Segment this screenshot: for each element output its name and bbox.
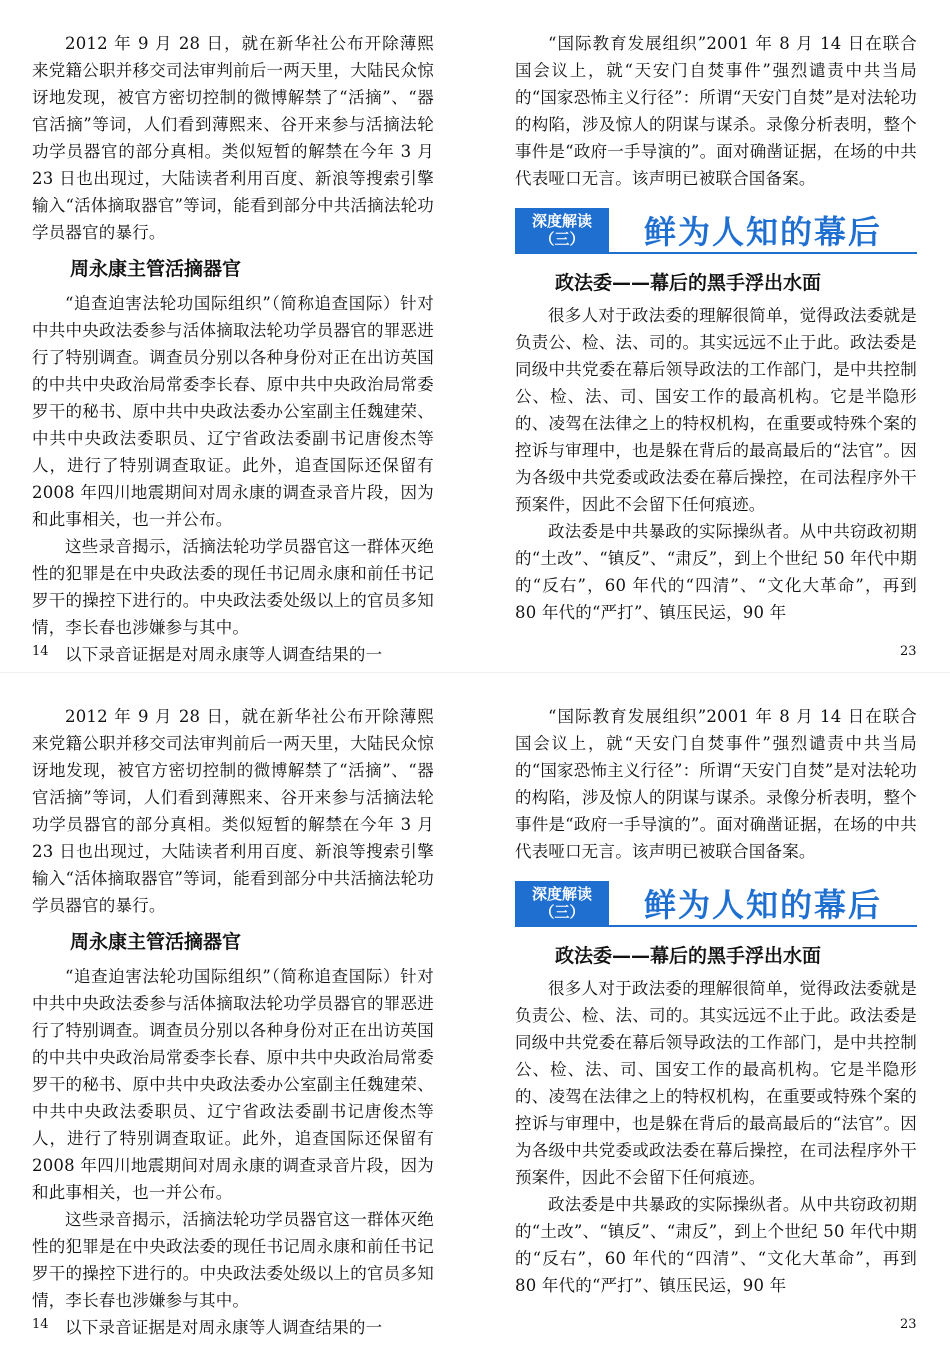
- left-section-heading: 周永康主管活摘器官: [70, 258, 242, 280]
- right-column: [515, 30, 917, 626]
- banner-tag-line2: （三）: [539, 230, 585, 248]
- banner-tag-line1: 深度解读: [531, 885, 592, 903]
- left-paragraph-2: “追查迫害法轮功国际组织”（简称追查国际）针对中共中央政法委参与活体摘取法轮功学员器官的罪恶进行了特别调查。调查员分别以各种身份对正在出访英国的中共中央政治局常委李长春、原中共中央政治局常委罗干的秘书、原中共中央政法委办公室副主任魏建荣、中共中央政法委职员、辽宁省政法委副书记唐俊杰等人，进行了特别调查取证。此外，追查国际还保留有 2008 年四川地震期间对周永康的调查录音片段，因为和此事相关，也一并公布。: [32, 967, 434, 1202]
- left-column: [32, 703, 434, 1341]
- right-paragraph-1: “国际教育发展组织”2001 年 8 月 14 日在联合国会议上，就“天安门自焚事件”强烈谴责中共当局的“国家恐怖主义行径”：所谓“天安门自焚”是对法轮功的构陷，涉及惊人的阴谋与谋杀。录像分析表明，整个事件是“政府一手导演的”。面对确凿证据，在场的中共代表哑口无言。该声明已被联合国备案。: [515, 707, 917, 861]
- banner-tag: [515, 881, 609, 925]
- page-spread-top: [0, 0, 950, 672]
- page-number-right: 23: [900, 644, 917, 659]
- right-paragraph-3: 政法委是中共暴政的实际操纵者。从中共窃政初期的“土改”、“镇反”、“肃反”，到上个世纪 50 年代中期的“反右”，60 年代的“四清”、“文化大革命”，再到 80 年代的“严打”、镇压民运，90 年: [515, 522, 917, 622]
- right-section-heading: 政法委——幕后的黑手浮出水面: [555, 945, 822, 967]
- banner-tag: [515, 208, 609, 252]
- right-paragraph-1: “国际教育发展组织”2001 年 8 月 14 日在联合国会议上，就“天安门自焚事件”强烈谴责中共当局的“国家恐怖主义行径”：所谓“天安门自焚”是对法轮功的构陷，涉及惊人的阴谋与谋杀。录像分析表明，整个事件是“政府一手导演的”。面对确凿证据，在场的中共代表哑口无言。该声明已被联合国备案。: [515, 34, 917, 188]
- right-paragraph-2: 很多人对于政法委的理解很简单，觉得政法委就是负责公、检、法、司的。其实远远不止于此。政法委是同级中共党委在幕后领导政法的工作部门，是中共控制公、检、法、司、国安工作的最高机构。它是半隐形的、凌驾在法律之上的特权机构，在重要或特殊个案的控诉与审理中，也是躲在背后的最高最后的“法官”。因为各级中共党委或政法委在幕后操控，在司法程序外干预案件，因此不会留下任何痕迹。: [515, 306, 917, 514]
- right-paragraph-3: 政法委是中共暴政的实际操纵者。从中共窃政初期的“土改”、“镇反”、“肃反”，到上个世纪 50 年代中期的“反右”，60 年代的“四清”、“文化大革命”，再到 80 年代的“严打”、镇压民运，90 年: [515, 1195, 917, 1295]
- left-section-heading: 周永康主管活摘器官: [70, 931, 242, 953]
- left-paragraph-1: 2012 年 9 月 28 日，就在新华社公布开除薄熙来党籍公职并移交司法审判前后一两天里，大陆民众惊讶地发现，被官方密切控制的微博解禁了“活摘”、“器官活摘”等词，人们看到薄熙来、谷开来参与活摘法轮功学员器官的部分真相。类似短暂的解禁在今年 3 月 23 日也出现过，大陆读者利用百度、新浪等搜索引擎输入“活体摘取器官”等词，能看到部分中共活摘法轮功学员器官的暴行。: [32, 34, 434, 242]
- section-banner: [515, 208, 917, 254]
- right-paragraph-2: 很多人对于政法委的理解很简单，觉得政法委就是负责公、检、法、司的。其实远远不止于此。政法委是同级中共党委在幕后领导政法的工作部门，是中共控制公、检、法、司、国安工作的最高机构。它是半隐形的、凌驾在法律之上的特权机构，在重要或特殊个案的控诉与审理中，也是躲在背后的最高最后的“法官”。因为各级中共党委或政法委在幕后操控，在司法程序外干预案件，因此不会留下任何痕迹。: [515, 979, 917, 1187]
- left-paragraph-3: 这些录音揭示，活摘法轮功学员器官这一群体灭绝性的犯罪是在中央政法委的现任书记周永康和前任书记罗干的操控下进行的。中央政法委处级以上的官员多知情，李长春也涉嫌参与其中。: [32, 537, 434, 637]
- page-number-left: 14: [32, 1317, 49, 1332]
- banner-tag-line2: （三）: [539, 903, 585, 921]
- right-section-heading: 政法委——幕后的黑手浮出水面: [555, 272, 822, 294]
- page-number-right: 23: [900, 1317, 917, 1332]
- left-paragraph-3: 这些录音揭示，活摘法轮功学员器官这一群体灭绝性的犯罪是在中央政法委的现任书记周永康和前任书记罗干的操控下进行的。中央政法委处级以上的官员多知情，李长春也涉嫌参与其中。: [32, 1210, 434, 1310]
- section-banner: [515, 881, 917, 927]
- left-column: [32, 30, 434, 668]
- left-paragraph-4: 以下录音证据是对周永康等人调查结果的一: [65, 1318, 383, 1337]
- page-spread-bottom: [0, 672, 950, 1345]
- banner-tag-line1: 深度解读: [531, 212, 592, 230]
- left-paragraph-4: 以下录音证据是对周永康等人调查结果的一: [65, 645, 383, 664]
- page-number-left: 14: [32, 644, 49, 659]
- banner-title: 鲜为人知的幕后: [643, 213, 882, 251]
- banner-title: 鲜为人知的幕后: [643, 886, 882, 924]
- left-paragraph-1: 2012 年 9 月 28 日，就在新华社公布开除薄熙来党籍公职并移交司法审判前后一两天里，大陆民众惊讶地发现，被官方密切控制的微博解禁了“活摘”、“器官活摘”等词，人们看到薄熙来、谷开来参与活摘法轮功学员器官的部分真相。类似短暂的解禁在今年 3 月 23 日也出现过，大陆读者利用百度、新浪等搜索引擎输入“活体摘取器官”等词，能看到部分中共活摘法轮功学员器官的暴行。: [32, 707, 434, 915]
- right-column: [515, 703, 917, 1299]
- left-paragraph-2: “追查迫害法轮功国际组织”（简称追查国际）针对中共中央政法委参与活体摘取法轮功学员器官的罪恶进行了特别调查。调查员分别以各种身份对正在出访英国的中共中央政治局常委李长春、原中共中央政治局常委罗干的秘书、原中共中央政法委办公室副主任魏建荣、中共中央政法委职员、辽宁省政法委副书记唐俊杰等人，进行了特别调查取证。此外，追查国际还保留有 2008 年四川地震期间对周永康的调查录音片段，因为和此事相关，也一并公布。: [32, 294, 434, 529]
